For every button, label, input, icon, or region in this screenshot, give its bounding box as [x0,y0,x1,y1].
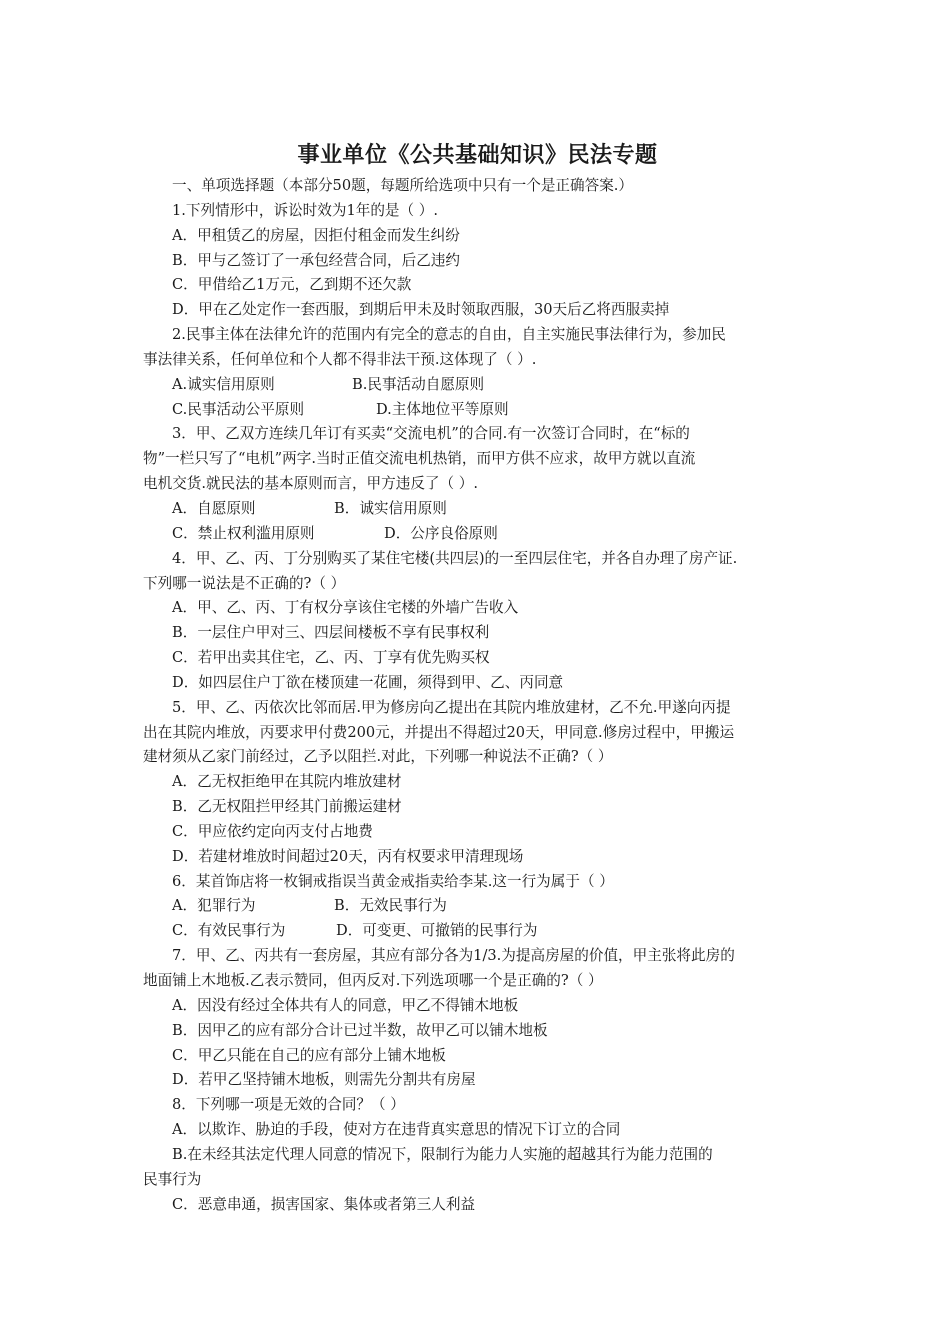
question-6-option-d: D．可变更、可撤销的民事行为 [336,922,538,940]
question-3-option-a: A．自愿原则 [172,499,256,517]
question-3-options-row-2 [143,522,808,547]
question-3-option-d: D．公序良俗原则 [384,524,498,542]
question-3-options-row-1 [143,497,808,522]
question-8-option-b-line-2: 民事行为 [143,1170,202,1188]
question-7-stem-line-2: 地面铺上木地板.乙表示赞同，但丙反对.下列选项哪一个是正确的?（ ） [143,972,603,989]
question-1-option-d: D．甲在乙处定作一套西服，到期后甲未及时领取西服，30天后乙将西服卖掉 [172,301,670,319]
question-4-stem-line-2: 下列哪一说法是不正确的?（ ） [143,574,346,592]
question-3-option-b: B．诚实信用原则 [334,499,447,517]
question-1-stem: 1.下列情形中，诉讼时效为1年的是（ ）. [172,201,438,219]
question-7-option-a: A．因没有经过全体共有人的同意，甲乙不得铺木地板 [172,996,519,1014]
page-title: 事业单位《公共基础知识》民法专题 [297,143,658,168]
question-3-stem-line-2: 物”一栏只写了“电机”两字.当时正值交流电机热销，而甲方供不应求，故甲方就以直流 [143,450,696,468]
question-6-options-row-1 [143,894,808,919]
question-6-options-row-2 [143,919,808,944]
question-2-option-d: D.主体地位平等原则 [376,400,509,418]
question-7-option-d: D．若甲乙坚持铺木地板，则需先分割共有房屋 [172,1071,476,1089]
question-5-stem-line-1: 5．甲、乙、丙依次比邻而居.甲为修房向乙提出在其院内堆放建材，乙不允.甲遂向丙提 [172,698,731,716]
question-1-option-b: B．甲与乙签订了一承包经营合同，后乙违约 [172,251,461,269]
question-4-option-d: D．如四层住户丁欲在楼顶建一花圃，须得到甲、乙、丙同意 [172,673,564,691]
question-3-option-c: C．禁止权利滥用原则 [172,524,315,542]
question-4-option-b: B．一层住户甲对三、四层间楼板不享有民事权利 [172,624,490,642]
question-7-option-b: B．因甲乙的应有部分合计已过半数，故甲乙可以铺木地板 [172,1021,548,1039]
question-2-options-row-1 [143,373,808,398]
question-8-option-b-line-1: B.在未经其法定代理人同意的情况下，限制行为能力人实施的超越其行为能力范围的 [172,1145,713,1163]
question-2-stem-line-2: 事法律关系，任何单位和个人都不得非法干预.这体现了（ ）. [143,350,537,368]
question-8-option-c: C．恶意串通，损害国家、集体或者第三人利益 [172,1195,476,1213]
question-5-option-a: A．乙无权拒绝甲在其院内堆放建材 [172,773,402,791]
question-8-stem: 8．下列哪一项是无效的合同？（ ） [172,1096,405,1114]
question-2-option-a: A.诚实信用原则 [172,375,275,393]
question-4-stem-line-1: 4．甲、乙、丙、丁分别购买了某住宅楼(共四层)的一至四层住宅，并各自办理了房产证. [172,549,738,567]
question-6-option-c: C．有效民事行为 [172,922,286,940]
question-6-option-a: A．犯罪行为 [172,897,256,915]
question-3-stem-line-1: 3．甲、乙双方连续几年订有买卖“交流电机”的合同.有一次签订合同时，在“标的 [172,425,690,443]
question-4-option-c: C．若甲出卖其住宅，乙、丙、丁享有优先购买权 [172,649,490,667]
section-heading: 一、单项选择题（本部分50题，每题所给选项中只有一个是正确答案.） [172,177,634,194]
question-2-options-row-2 [143,398,808,423]
question-2-stem-line-1: 2.民事主体在法律允许的范围内有完全的意志的自由，自主实施民事法律行为，参加民 [172,326,726,344]
question-8-option-a: A．以欺诈、胁迫的手段，使对方在违背真实意思的情况下订立的合同 [172,1121,621,1139]
question-3-stem-line-3: 电机交货.就民法的基本原则而言，甲方违反了（ ）. [143,475,478,493]
question-4-option-a: A．甲、乙、丙、丁有权分享该住宅楼的外墙广告收入 [172,599,519,617]
document-page [143,138,808,1217]
question-5-option-c: C．甲应依约定向丙支付占地费 [172,822,373,840]
question-5-option-b: B．乙无权阻拦甲经其门前搬运建材 [172,798,402,816]
question-7-stem-line-1: 7．甲、乙、丙共有一套房屋，其应有部分各为1/3.为提高房屋的价值，甲主张将此房的 [172,947,735,965]
question-6-stem: 6．某首饰店将一枚铜戒指误当黄金戒指卖给李某.这一行为属于（ ） [172,872,614,890]
question-1-option-c: C．甲借给乙1万元，乙到期不还欠款 [172,276,412,294]
question-5-option-d: D．若建材堆放时间超过20天，丙有权要求甲清理现场 [172,847,524,865]
question-5-stem-line-3: 建材须从乙家门前经过，乙予以阻拦.对此，下列哪一种说法不正确?（ ） [143,748,613,766]
question-1-option-a: A．甲租赁乙的房屋，因拒付租金而发生纠纷 [172,226,460,244]
question-7-option-c: C．甲乙只能在自己的应有部分上铺木地板 [172,1046,446,1064]
question-5-stem-line-2: 出在其院内堆放，丙要求甲付费200元，并提出不得超过20天，甲同意.修房过程中，甲搬运 [143,723,735,741]
question-2-option-b: B.民事活动自愿原则 [352,375,485,393]
question-6-option-b: B．无效民事行为 [334,897,447,915]
question-2-option-c: C.民事活动公平原则 [172,400,305,418]
